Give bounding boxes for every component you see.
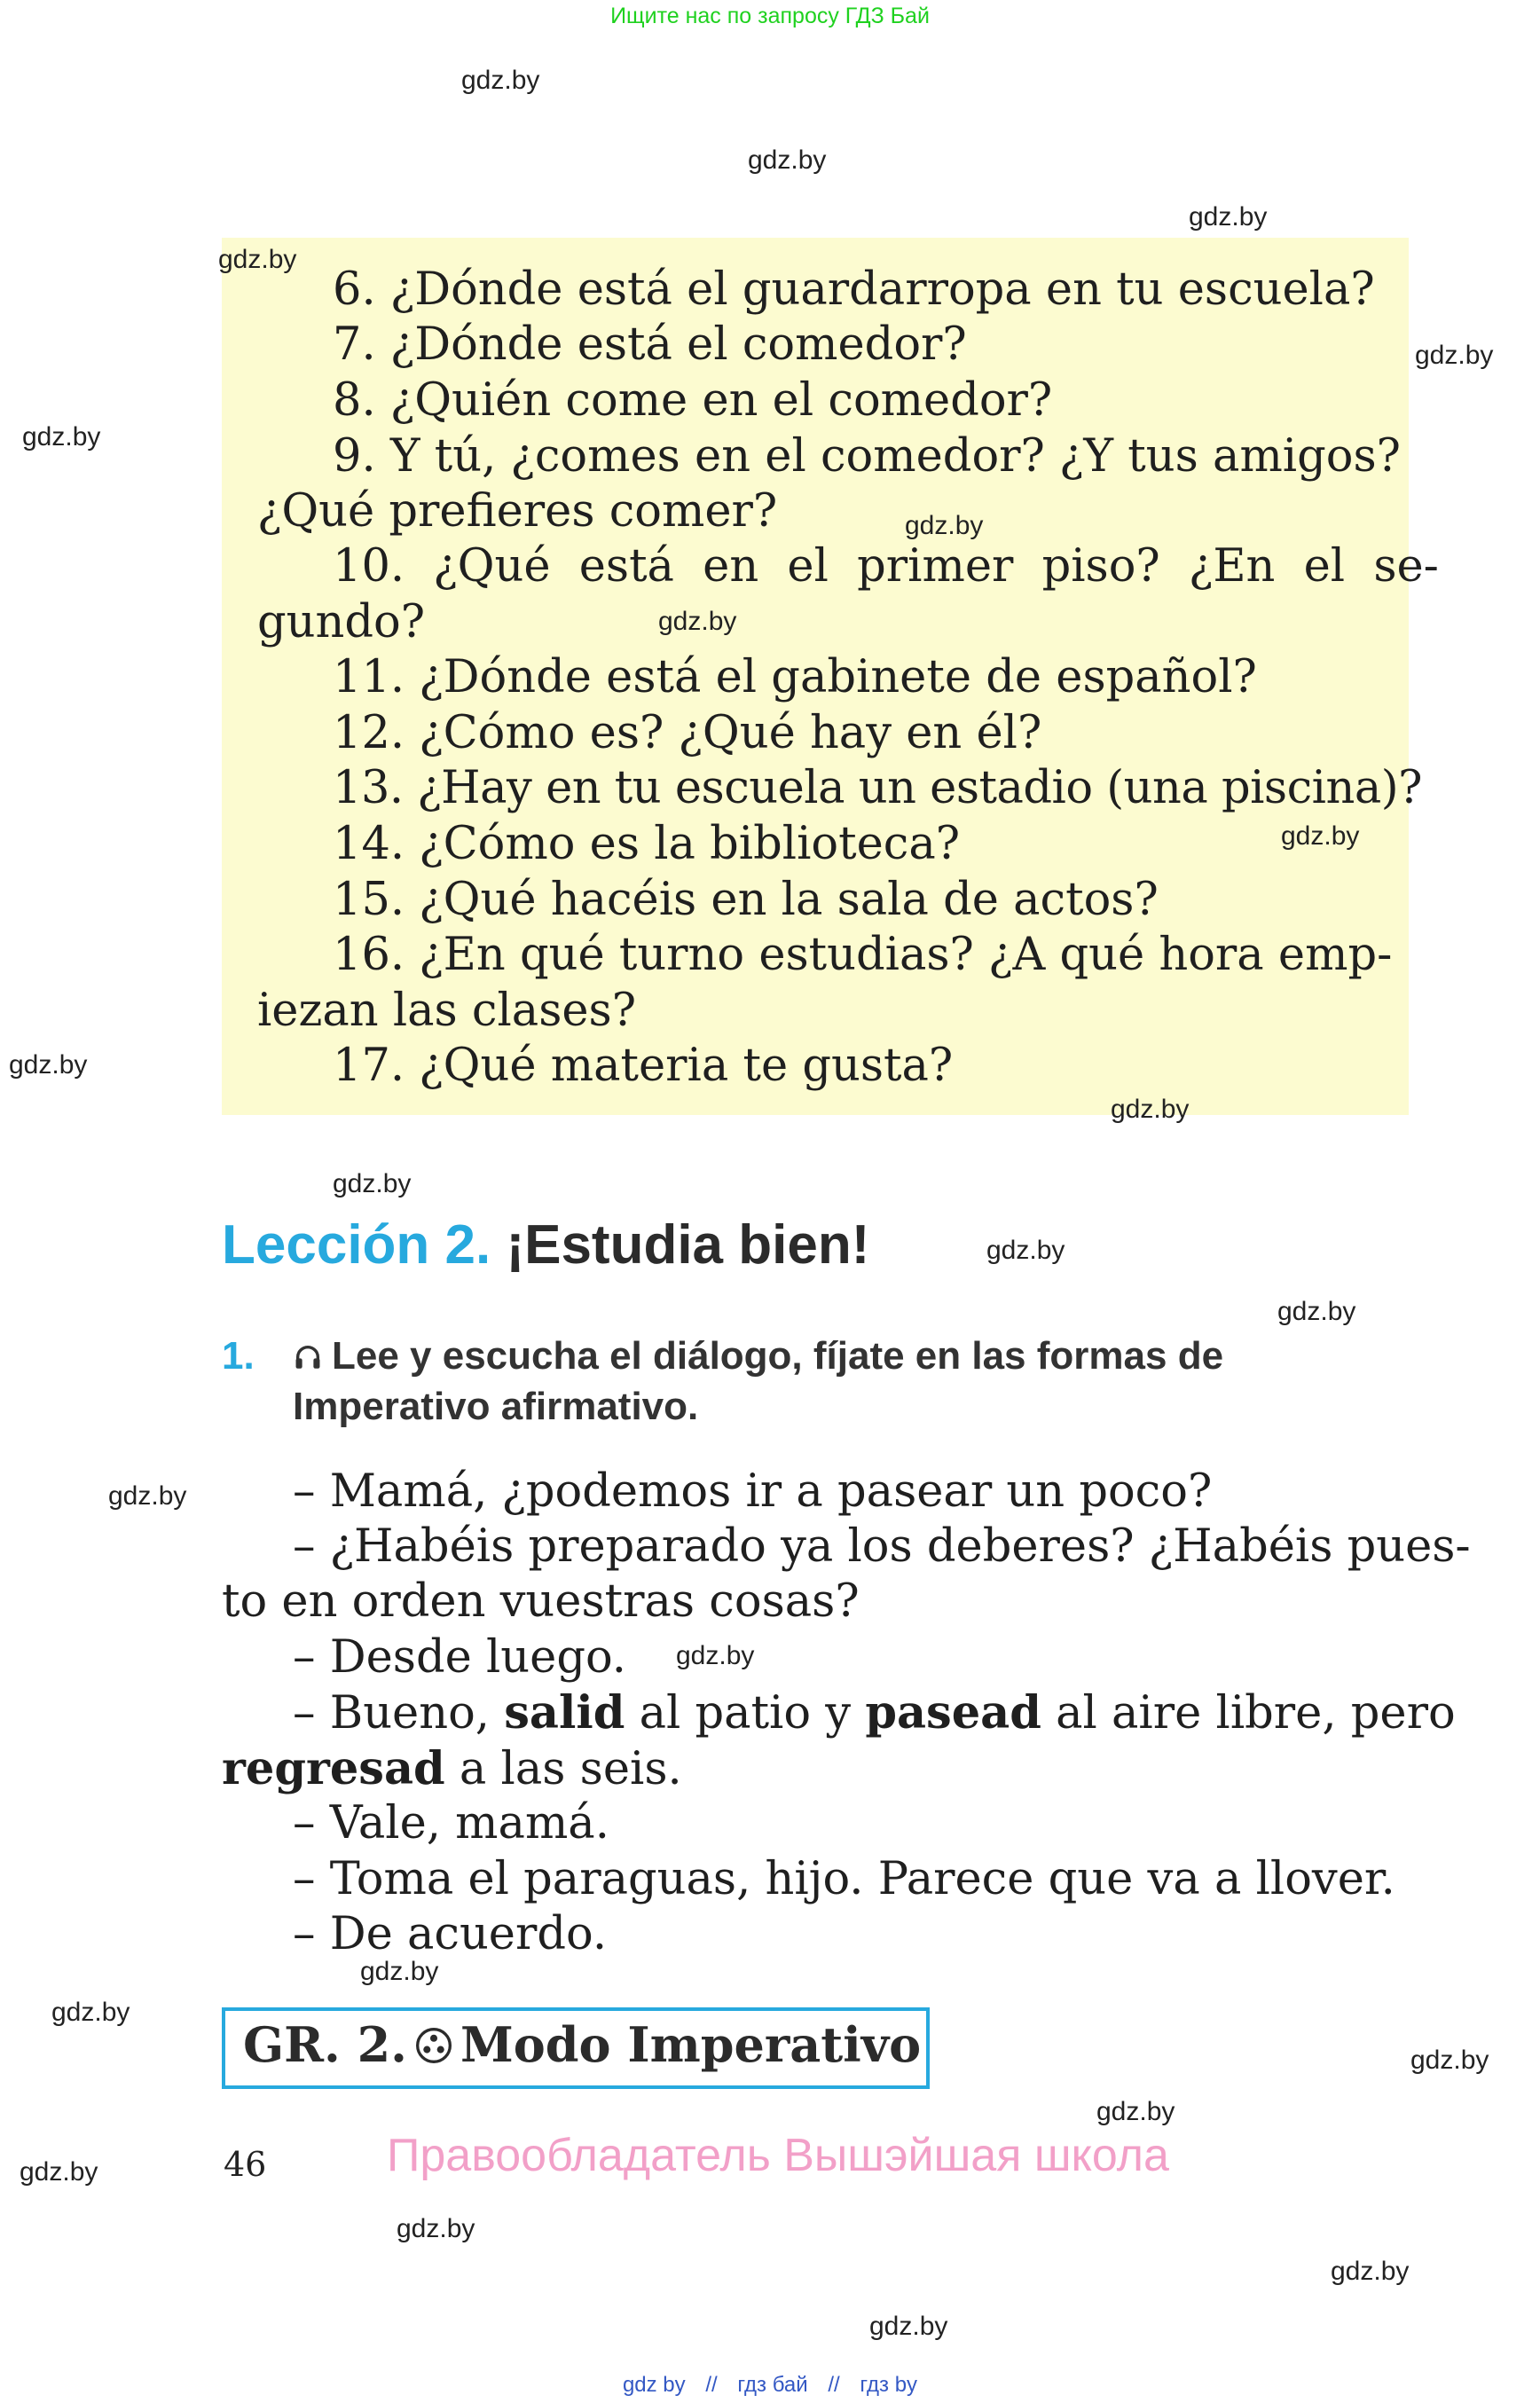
- question-17: 17. ¿Qué materia te gusta?: [333, 1040, 954, 1092]
- dialog-text: al patio y: [625, 1687, 866, 1739]
- watermark: gdz.by: [1281, 821, 1360, 851]
- task-line-1: Lee y escucha el diálogo, fíjate en las formas de: [332, 1334, 1224, 1378]
- task-instruction: [222, 1331, 1410, 1432]
- dialog-text: a las seis.: [444, 1743, 682, 1795]
- footer-separator: //: [705, 2373, 718, 2397]
- page-number: 46: [224, 2145, 267, 2184]
- watermark: gdz.by: [676, 1641, 755, 1670]
- question-10: 10. ¿Qué está en el primer piso? ¿En el se-: [333, 540, 1439, 593]
- footer-link[interactable]: гдз by: [860, 2373, 918, 2397]
- question-10-cont: gundo?: [257, 596, 426, 648]
- dialog-line: [222, 1741, 682, 1797]
- footer-separator: //: [828, 2373, 840, 2397]
- watermark: gdz.by: [333, 1169, 412, 1198]
- grammar-title: [243, 2016, 921, 2073]
- grammar-name: Modo Imperativo: [460, 2016, 922, 2073]
- question-16-cont: iezan las clases?: [257, 985, 637, 1037]
- question-14: 14. ¿Cómo es la biblioteca?: [333, 818, 961, 870]
- watermark: gdz.by: [1331, 2257, 1410, 2286]
- question-12: 12. ¿Cómo es? ¿Qué hay en él?: [333, 707, 1042, 759]
- imperative-salid: salid: [504, 1686, 625, 1739]
- watermark: gdz.by: [397, 2214, 475, 2243]
- task-number: 1.: [222, 1334, 255, 1378]
- question-7: 7. ¿Dónde está el comedor?: [333, 318, 967, 371]
- lesson-number: Lección 2.: [222, 1214, 491, 1276]
- lesson-name: ¡Estudia bien!: [506, 1214, 870, 1276]
- grammar-prefix: GR. 2.: [243, 2016, 407, 2073]
- watermark: gdz.by: [1277, 1297, 1356, 1326]
- question-9-cont: ¿Qué prefieres comer?: [257, 485, 778, 538]
- watermark: gdz.by: [1111, 1095, 1190, 1124]
- headphones-icon[interactable]: [293, 1342, 323, 1372]
- watermark: gdz.by: [1189, 202, 1268, 232]
- dialog-line: – ¿Habéis preparado ya los deberes? ¿Habéis pues-: [293, 1520, 1471, 1573]
- question-8: 8. ¿Quién come en el comedor?: [333, 374, 1053, 427]
- dialog-line: – Mamá, ¿podemos ir a pasear un poco?: [293, 1465, 1213, 1518]
- watermark: gdz.by: [748, 145, 827, 175]
- question-6: 6. ¿Dónde está el guardarropa en tu escuela?: [333, 263, 1375, 316]
- imperative-pasead: pasead: [865, 1686, 1041, 1739]
- dialog-line: – Desde luego.: [293, 1631, 627, 1684]
- watermark: gdz.by: [108, 1481, 187, 1511]
- watermark: gdz.by: [20, 2157, 98, 2187]
- question-16: 16. ¿En qué turno estudias? ¿A qué hora emp-: [333, 929, 1393, 981]
- watermark: gdz.by: [22, 422, 101, 452]
- dialog-text: al aire libre, pero: [1041, 1687, 1456, 1739]
- footer-links: [0, 2373, 1540, 2398]
- watermark: gdz.by: [9, 1050, 88, 1080]
- lesson-title: [222, 1213, 869, 1276]
- watermark: gdz.by: [986, 1236, 1065, 1265]
- footer-link[interactable]: gdz by: [622, 2373, 686, 2397]
- imperative-regresad: regresad: [222, 1742, 445, 1795]
- dialog-text: – Bueno,: [293, 1687, 505, 1739]
- top-notice: Ищите нас по запросу ГДЗ Бай: [610, 4, 930, 28]
- watermark: gdz.by: [218, 245, 297, 274]
- footer-link[interactable]: гдз бай: [737, 2373, 808, 2397]
- watermark: gdz.by: [1096, 2097, 1175, 2126]
- watermark: gdz.by: [1410, 2046, 1489, 2075]
- question-13: 13. ¿Hay en tu escuela un estadio (una piscina)?: [333, 762, 1422, 814]
- grammar-icon: [414, 2026, 453, 2065]
- watermark: gdz.by: [51, 1998, 130, 2027]
- dialog-line: – Toma el paraguas, hijo. Parece que va a llover.: [293, 1853, 1395, 1905]
- question-15: 15. ¿Qué hacéis en la sala de actos?: [333, 874, 1159, 926]
- rights-holder: Правообладатель Вышэйшая школа: [387, 2130, 1169, 2181]
- watermark: gdz.by: [1415, 341, 1494, 370]
- watermark: gdz.by: [905, 511, 984, 540]
- dialog-line: to en orden vuestras cosas?: [222, 1575, 860, 1628]
- watermark: gdz.by: [658, 607, 737, 636]
- question-11: 11. ¿Dónde está el gabinete de español?: [333, 651, 1257, 703]
- dialog-line: [293, 1685, 1456, 1741]
- watermark: gdz.by: [461, 66, 540, 95]
- dialog-line: – Vale, mamá.: [293, 1797, 609, 1849]
- watermark: gdz.by: [869, 2312, 948, 2341]
- dialog-line: – De acuerdo.: [293, 1908, 608, 1960]
- task-line-2: Imperativo afirmativo.: [293, 1385, 699, 1428]
- watermark: gdz.by: [360, 1957, 439, 1986]
- question-9: 9. Y tú, ¿comes en el comedor? ¿Y tus amigos?: [333, 430, 1401, 483]
